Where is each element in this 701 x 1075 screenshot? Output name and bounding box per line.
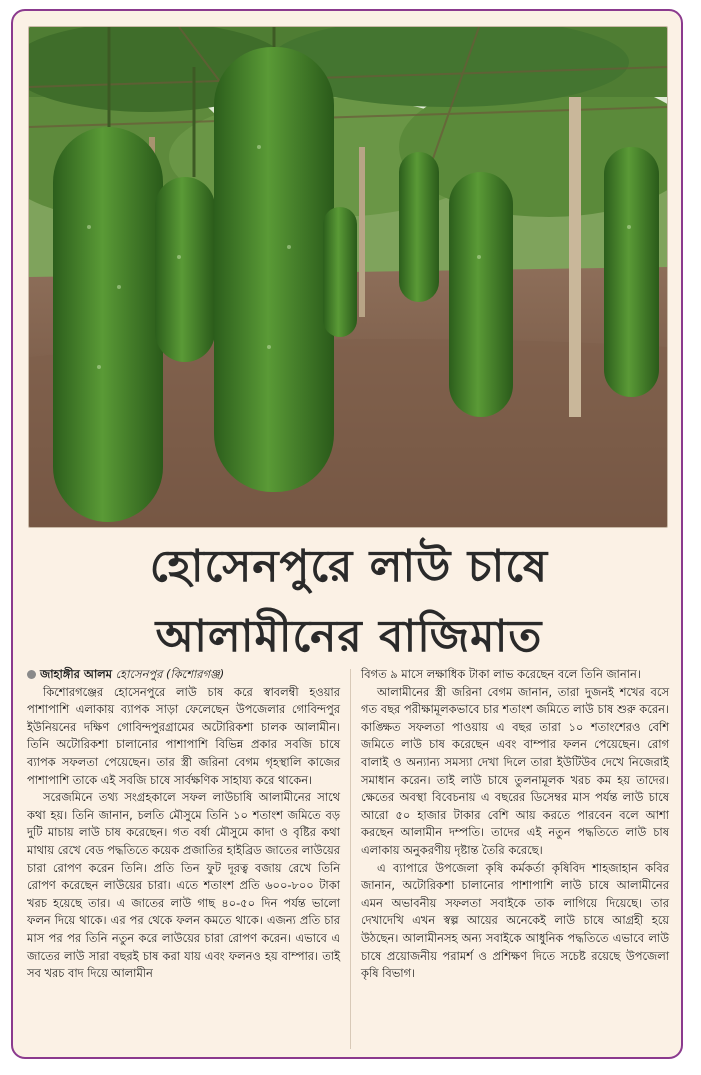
author-name: জাহাঙ্গীর আলম: [40, 667, 112, 681]
paragraph: কিশোরগঞ্জের হোসেনপুরে লাউ চাষ করে স্বাবলম্বী হওয়ার পাশাপাশি এলাকায় ব্যাপক সাড়া ফেলেছেন উপজেলার গোবিন্দপুর ইউনিয়নের দক্ষিণ গোবিন্দপুরগ্রামের অটোরিকশা চালক আলামীন। তিনি অটোরিকশা চালানোর পাশাপাশি বিভিন্ন প্রকার সবজি চাষে ব্যাপক সফলতা পেয়েছেন। তার স্ত্রী জরিনা বেগম গৃহস্থালি কাজের পাশাপাশি তাকে এই সবজি চাষে সার্বক্ষণিক সাহায্য করে থাকেন।: [27, 684, 340, 787]
newspaper-clipping: [11, 9, 683, 1059]
article-column-2: [361, 666, 669, 983]
byline-location: হোসেনপুর (কিশোরগঞ্জ): [115, 667, 225, 681]
top-strip: [0, 0, 701, 8]
paragraph: এ ব্যাপারে উপজেলা কৃষি কর্মকর্তা কৃষিবিদ শাহজাহান কবির জানান, অটোরিকশা চালানোর পাশাপাশি লাউ চাষে আলামীনের এমন অভাবনীয় সফলতা সবাইকে তাক লাগিয়ে দিয়েছে। তার দেখাদেখি এখন স্বল্প আয়ের অনেকেই লাউ চাষে আগ্রহী হয়ে উঠছেন। আলামীনসহ অন্য সবাইকে আধুনিক পদ্ধতিতে এভাবে লাউ চাষে প্রয়োজনীয় পরামর্শ ও প্রশিক্ষণ দিতে সচেষ্ট রয়েছে উপজেলা কৃষি বিভাগ।: [361, 860, 669, 981]
byline: [27, 666, 340, 684]
bottle-gourd-photo: [28, 26, 668, 528]
headline-line-2: আলামীনের বাজিমাত: [155, 611, 543, 662]
column-divider: [350, 669, 351, 1049]
paragraph: আলামীনের স্ত্রী জরিনা বেগম জানান, তারা দুজনই শখের বসে গত বছর পরীক্ষামূলকভাবে চার শতাংশ জমিতে লাউ চাষ শুরু করেন। কাঙ্ক্ষিত সফলতা পাওয়ায় এ বছর তারা ১০ শতাংশেরও বেশি জমিতে লাউ চাষ করেছেন এবং বাম্পার ফলন পেয়েছেন। রোগ বালাই ও অন্যান্য সমস্যা দেখা দিলে তারা ইউটিউব দেখে নিজেরাই সমাধান করেন। তাই লাউ চাষে তুলনামূলক খরচ কম হয় তাদের। ক্ষেতের অবস্থা বিবেচনায় এ বছরের ডিসেম্বর মাস পর্যন্ত লাউ চাষে আরো ৫০ হাজার টাকার বেশি আয় করতে পারবেন বলে আশা করছেন আলামীন দম্পতি। তাদের এই নতুন পদ্ধতিতে লাউ চাষ এলাকায় অনুকরণীয় দৃষ্টান্ত তৈরি করেছে।: [361, 684, 669, 857]
headline-line-1: হোসেনপুরে লাউ চাষে: [149, 541, 549, 592]
article-column-1: [27, 666, 340, 983]
paragraph: বিগত ৯ মাসে লক্ষাধিক টাকা লাভ করেছেন বলে তিনি জানান।: [361, 667, 641, 681]
bullet-icon: [27, 670, 36, 679]
paragraph: সরেজমিনে তথ্য সংগ্রহকালে সফল লাউচাষি আলামীনের সাথে কথা হয়। তিনি জানান, চলতি মৌসুমে তিনি ১০ শতাংশ জমিতে বড় দুটি মাচায় লাউ চাষ করেছেন। গত বর্ষা মৌসুমে কাদা ও বৃষ্টির কথা মাথায় রেখে বেড পদ্ধতিতে কয়েক প্রজাতির হাইব্রিড জাতের লাউয়ের চারা রোপণ করেন তিনি। প্রতি তিন ফুট দূরত্ব বজায় রেখে তিনি রোপণ করেছেন লাউয়ের চারা। এতে শতাংশ প্রতি ৬০০-৮০০ টাকা খরচ হয়েছে তার। এ জাতের লাউ গাছ ৪০-৫০ দিন পর্যন্ত ভালো ফলন দিয়ে থাকে। এর পর থেকে ফলন কমতে থাকে। এজন্য প্রতি চার মাস পর পর তিনি নতুন করে লাউয়ের চারা রোপণ করেন। এভাবে এ জাতের লাউ সারা বছরই চাষ করা যায় এবং ফলনও হয় বাম্পার। তাই সব খরচ বাদ দিয়ে আলামীন: [27, 790, 340, 981]
